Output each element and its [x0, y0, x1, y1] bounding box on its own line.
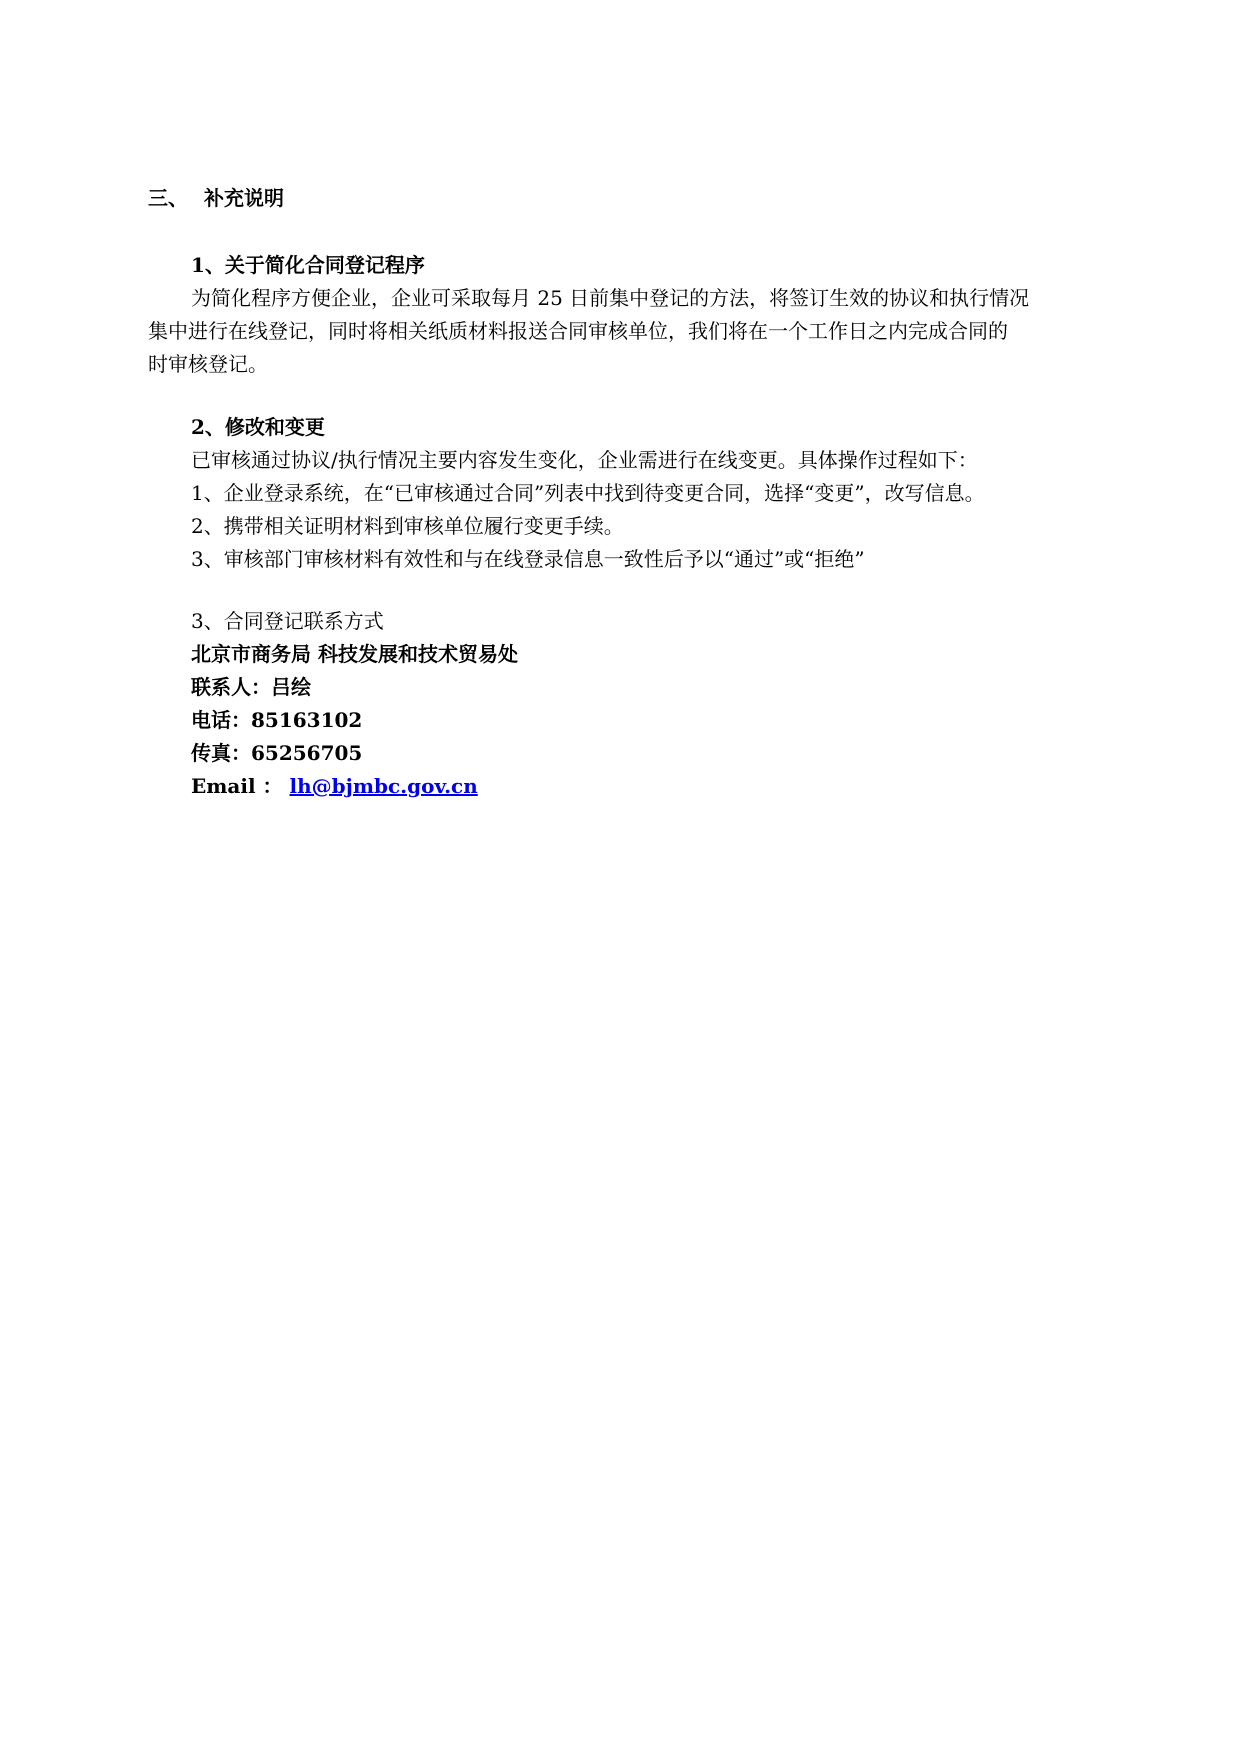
paragraph-line: 已审核通过协议/执行情况主要内容发生变化，企业需进行在线变更。具体操作过程如下：	[191, 448, 978, 472]
paragraph-line: 集中进行在线登记，同时将相关纸质材料报送合同审核单位，我们将在一个工作日之内完成合同的	[148, 319, 1008, 343]
contact-phone: 电话：85163102	[191, 708, 363, 732]
section-number: 三、	[148, 186, 188, 210]
list-item: 2、携带相关证明材料到审核单位履行变更手续。	[191, 514, 624, 538]
contact-organization: 北京市商务局 科技发展和技术贸易处	[191, 642, 518, 666]
list-item: 1、企业登录系统，在“已审核通过合同”列表中找到待变更合同，选择“变更”，改写信息。	[191, 481, 985, 505]
email-link[interactable]: lh@bjmbc.gov.cn	[289, 774, 478, 798]
email-label: Email ：	[191, 774, 283, 798]
section-title: 补充说明	[204, 186, 284, 210]
contact-fax: 传真：65256705	[191, 741, 363, 765]
subsection-heading: 2、修改和变更	[191, 415, 325, 439]
subsection-modification	[148, 411, 1098, 576]
subsection-heading: 3、合同登记联系方式	[191, 609, 384, 633]
list-item: 3、审核部门审核材料有效性和与在线登录信息一致性后予以“通过”或“拒绝”	[191, 547, 865, 571]
paragraph-line: 为简化程序方便企业，企业可采取每月 25 日前集中登记的方法，将签订生效的协议和执行情况	[191, 286, 1030, 310]
contact-email-row	[148, 770, 1098, 803]
section-heading	[148, 184, 284, 212]
paragraph-line: 时审核登记。	[148, 352, 268, 376]
subsection-heading: 1、关于简化合同登记程序	[191, 253, 425, 277]
subsection-simplified-registration	[148, 249, 1098, 381]
contact-person: 联系人：吕绘	[191, 675, 311, 699]
subsection-contact	[148, 605, 1098, 803]
